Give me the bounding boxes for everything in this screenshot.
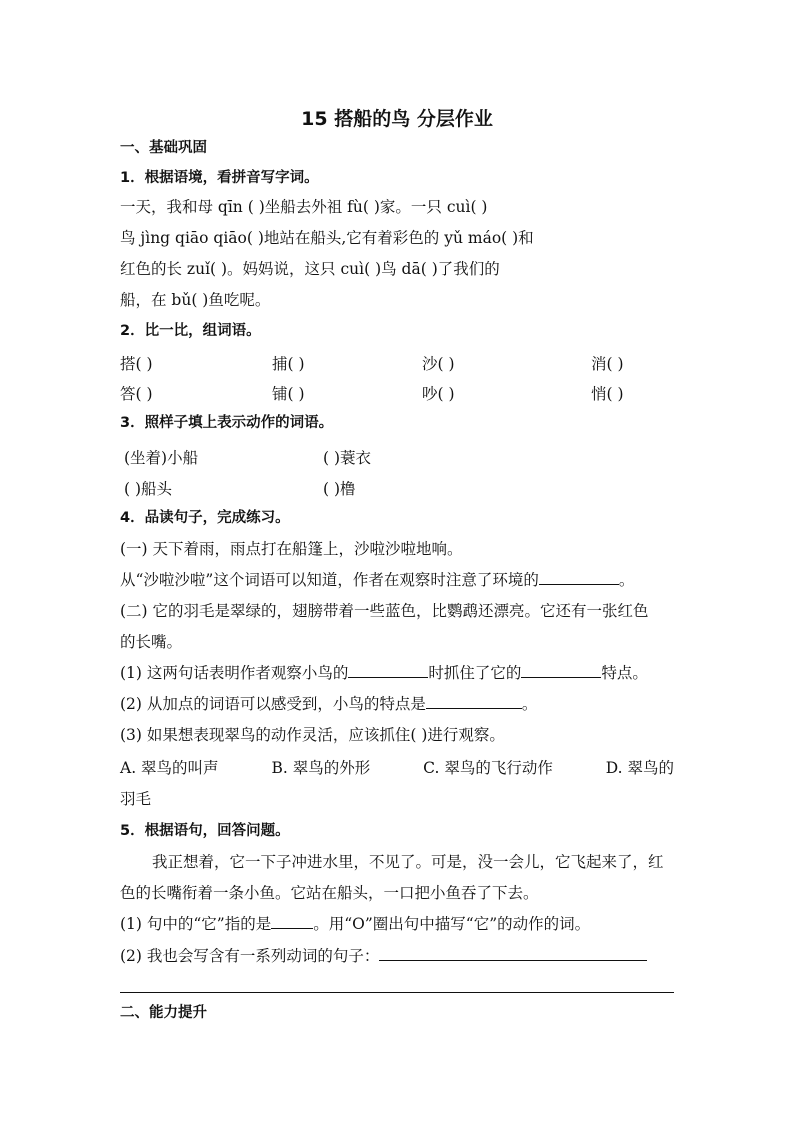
page-title: 15 搭船的鸟 分层作业 xyxy=(301,108,493,130)
q1-line-2: 鸟 jìng qiāo qiāo( )地站在船头,它有着彩色的 yǔ máo( )和 xyxy=(120,229,534,247)
q3-heading: 3．照样子填上表示动作的词语。 xyxy=(120,415,334,431)
q1-line-3: 红色的长 zuǐ( )。妈妈说，这只 cuì( )鸟 dā( )了我们的 xyxy=(120,260,500,278)
answer-blank[interactable] xyxy=(521,663,601,678)
q2-item: 吵( ) xyxy=(422,385,455,403)
q5-p1-text-b: 。用“O”圈出句中描写“它”的动作的词。 xyxy=(313,915,591,933)
q3-item: ( )蓑衣 xyxy=(323,449,372,467)
q4-sentence-1: (一) 天下着雨，雨点打在船篷上，沙啦沙啦地响。 xyxy=(120,540,463,558)
q4-p2-text: (2) 从加点的词语可以感受到，小鸟的特点是 xyxy=(120,695,426,713)
section-divider xyxy=(120,992,674,993)
answer-blank[interactable] xyxy=(348,663,428,678)
q5-p1-text-a: (1) 句中的“它”指的是 xyxy=(120,915,272,933)
q4-part-2 xyxy=(120,694,537,714)
q5-p2-text: (2) 我也会写含有一系列动词的句子： xyxy=(120,947,380,965)
q4-p1-text-c: 特点。 xyxy=(601,664,648,682)
q2-item: 沙( ) xyxy=(422,355,455,373)
q1-line-1: 一天，我和母 qīn ( )坐船去外祖 fù( )家。一只 cuì( ) xyxy=(120,198,488,216)
q5-paragraph-b: 色的长嘴衔着一条小鱼。它站在船头，一口把小鱼吞了下去。 xyxy=(120,884,539,902)
q2-heading: 2．比一比，组词语。 xyxy=(120,323,261,339)
q4-sentence-1-question xyxy=(120,570,634,590)
option-a: A. 翠鸟的叫声 xyxy=(120,759,219,777)
answer-blank[interactable] xyxy=(271,914,313,929)
q4-p2-end: 。 xyxy=(521,695,538,713)
q5-heading: 5．根据语句，回答问题。 xyxy=(120,823,290,839)
q4-heading: 4．品读句子，完成练习。 xyxy=(120,510,290,526)
option-d: D. 翠鸟的 xyxy=(605,759,674,777)
q3-item: (坐着)小船 xyxy=(124,449,199,467)
q3-item: ( )橹 xyxy=(323,480,356,498)
q4-option-wrap: 羽毛 xyxy=(120,790,152,808)
section-basic-heading: 一、基础巩固 xyxy=(120,140,207,156)
q4-sentence-2a: (二) 它的羽毛是翠绿的，翅膀带着一些蓝色，比鹦鹉还漂亮。它还有一张红色 xyxy=(120,602,649,620)
q2-item: 悄( ) xyxy=(591,385,624,403)
q3-item: ( )船头 xyxy=(124,480,173,498)
q4-options xyxy=(120,758,674,778)
answer-blank[interactable] xyxy=(426,694,522,709)
q4-s1q-end: 。 xyxy=(618,571,635,589)
q2-item: 答( ) xyxy=(120,385,153,403)
q5-paragraph-a: 我正想着，它一下子冲进水里，不见了。可是，没一会儿，它飞起来了，红 xyxy=(152,853,664,871)
option-b: B. 翠鸟的外形 xyxy=(271,759,371,777)
option-c: C. 翠鸟的飞行动作 xyxy=(423,759,553,777)
answer-blank[interactable] xyxy=(539,570,619,585)
q4-p1-text-a: (1) 这两句话表明作者观察小鸟的 xyxy=(120,664,349,682)
section-advanced-heading: 二、能力提升 xyxy=(120,1005,207,1021)
answer-blank[interactable] xyxy=(379,946,647,961)
q4-p1-text-b: 时抓住了它的 xyxy=(428,664,522,682)
q2-item: 搭( ) xyxy=(120,355,153,373)
q4-part-3: (3) 如果想表现翠鸟的动作灵活，应该抓住( )进行观察。 xyxy=(120,726,505,744)
q2-item: 捕( ) xyxy=(272,355,305,373)
q4-part-1 xyxy=(120,663,648,683)
q5-part-2 xyxy=(120,946,647,966)
q2-item: 铺( ) xyxy=(272,385,305,403)
q1-line-4: 船，在 bǔ( )鱼吃呢。 xyxy=(120,291,271,309)
q2-item: 消( ) xyxy=(591,355,624,373)
q1-heading: 1．根据语境，看拼音写字词。 xyxy=(120,170,319,186)
q4-sentence-2b: 的长嘴。 xyxy=(120,633,183,651)
q4-s1q-text: 从“沙啦沙啦”这个词语可以知道，作者在观察时注意了环境的 xyxy=(120,571,539,589)
q5-part-1 xyxy=(120,914,590,934)
